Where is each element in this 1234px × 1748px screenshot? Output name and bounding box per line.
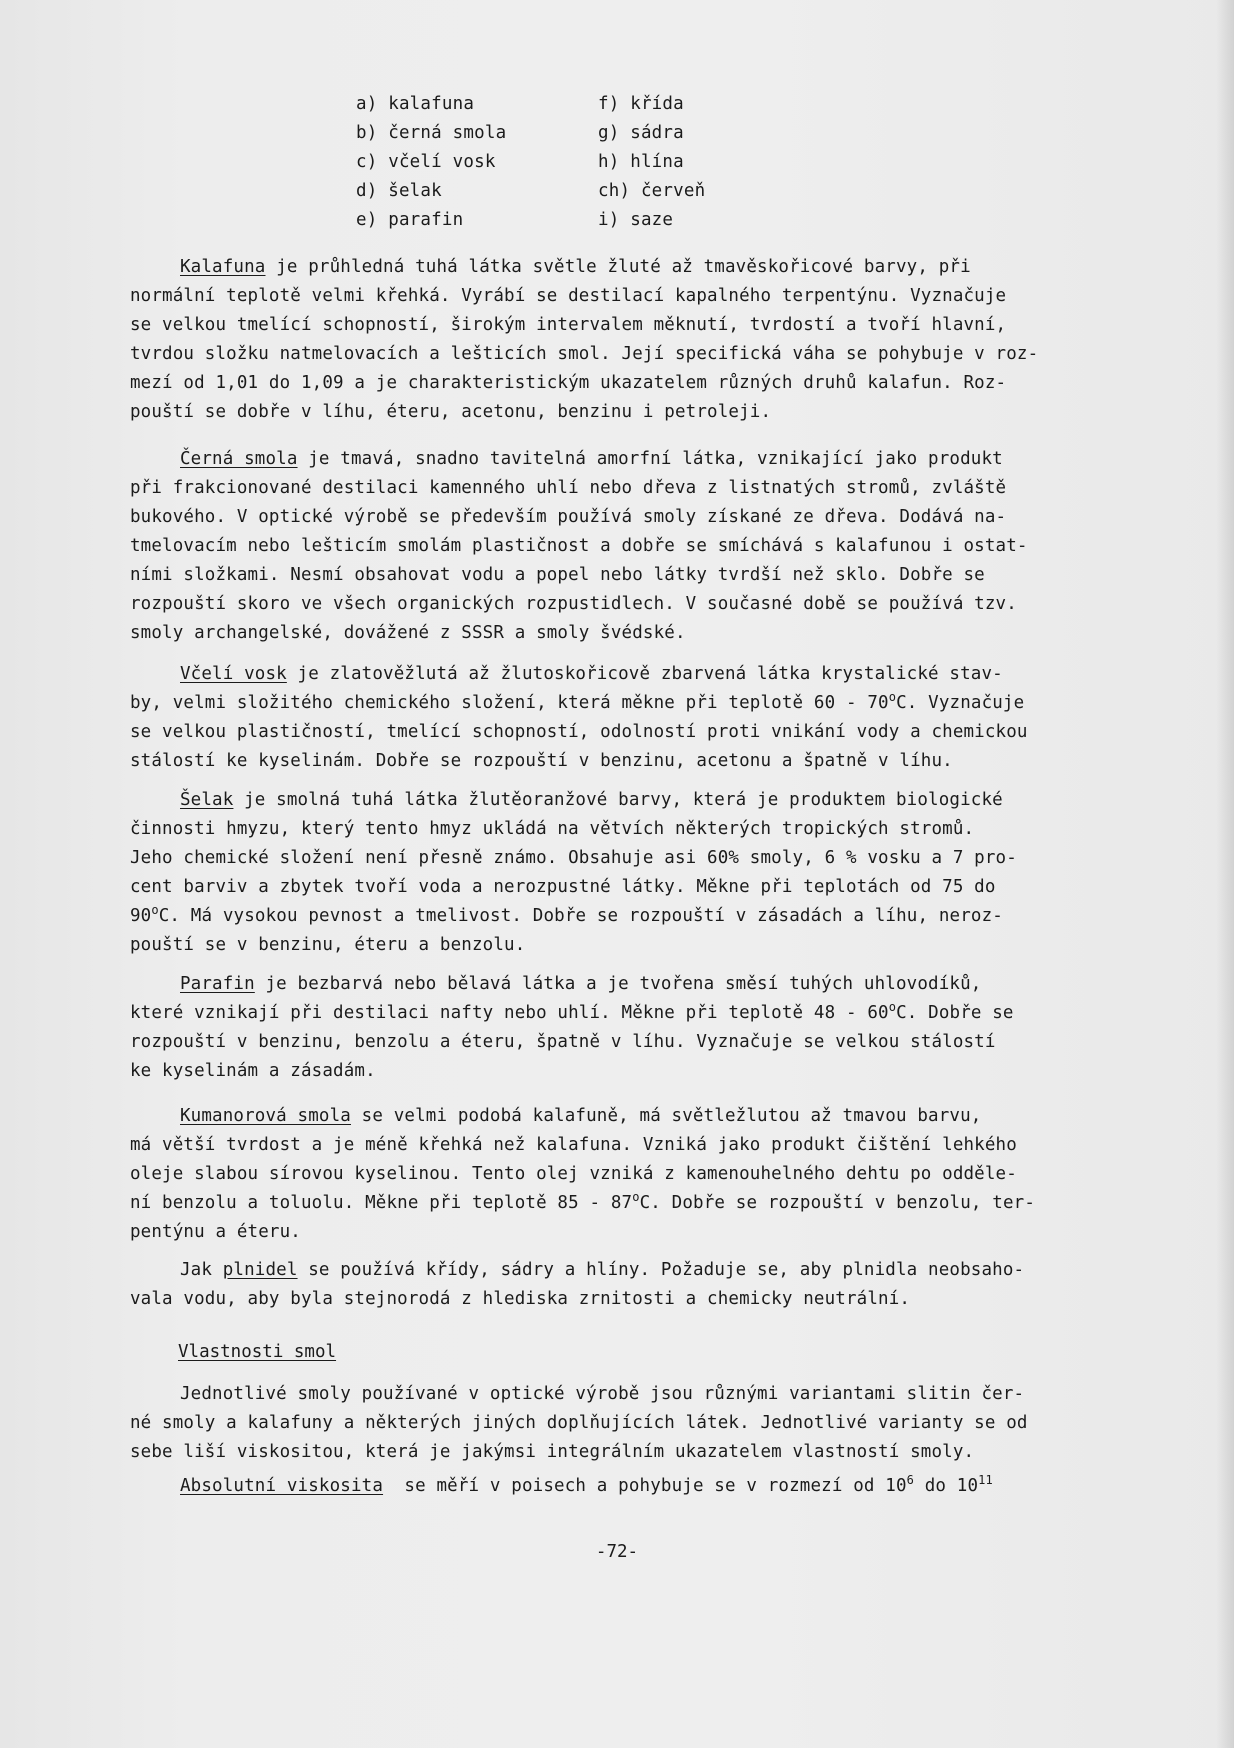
term-kumanorova-smola: Kumanorová smola xyxy=(180,1106,351,1126)
paragraph-vceli-vosk xyxy=(130,660,1090,776)
text-line: pouští se v benzinu, éteru a benzolu. xyxy=(130,935,526,955)
text-line: ke kyselinám a zásadám. xyxy=(130,1061,376,1081)
text-line: cent barviv a zbytek tvoří voda a nerozpustné látky. Měkne při teplotách od 75 do xyxy=(130,877,996,897)
term-parafin: Parafin xyxy=(180,974,255,994)
list-item: h) hlína xyxy=(598,152,684,172)
text-fragment: C. Dobře se xyxy=(896,1003,1014,1023)
text-line: se používá křídy, sádry a hlíny. Požaduje se, aby plnidla neobsaho- xyxy=(308,1260,1025,1280)
text-line: je tmavá, snadno tavitelná amorfní látka, vznikající jako produkt xyxy=(308,449,1003,469)
text-line: sebe liší viskositou, která je jakýmsi integrálním ukazatelem vlastností smoly. xyxy=(130,1442,975,1462)
superscript: o xyxy=(888,1000,897,1014)
text-line: ními složkami. Nesmí obsahovat vodu a popel nebo látky tvrdší než sklo. Dobře se xyxy=(130,565,985,585)
superscript: 11 xyxy=(978,1473,993,1487)
text-line: se velmi podobá kalafuně, má světležlutou až tmavou barvu, xyxy=(361,1106,982,1126)
term-cerna-smola: Černá smola xyxy=(180,449,298,469)
text-line: tmelovacím nebo lešticím smolám plastičnost a dobře se smíchává s kalafunou i ostat- xyxy=(130,536,1028,556)
text-line: normální teplotě velmi křehká. Vyrábí se destilací kapalného terpentýnu. Vyznačuje xyxy=(130,286,1007,306)
superscript: 6 xyxy=(906,1473,915,1487)
list-item: d) šelak xyxy=(356,181,442,201)
text-fragment: C. Dobře se rozpouští v benzolu, ter- xyxy=(639,1193,1036,1213)
text-line: je bezbarvá nebo bělavá látka a je tvořena směsí tuhých uhlovodíků, xyxy=(265,974,982,994)
text-line: je zlatověžlutá až žlutoskořicově zbarvená látka krystalické stav- xyxy=(297,664,1003,684)
text-fragment: C. Vyznačuje xyxy=(896,693,1025,713)
list-item: f) křída xyxy=(598,94,684,114)
text-line xyxy=(130,999,1090,1028)
text-fragment: Jak xyxy=(180,1260,213,1280)
paragraph-absolutni-viskosita xyxy=(130,1472,1090,1501)
text-line: je průhledná tuhá látka světle žluté až tmavěskořicové barvy, při xyxy=(276,257,971,277)
text-line: při frakcionované destilaci kamenného uhlí nebo dřeva z listnatých stromů, zvláště xyxy=(130,478,1007,498)
text-line: Jeho chemické složení není přesně známo. Obsahuje asi 60% smoly, 6 % vosku a 7 pro- xyxy=(130,848,1017,868)
term-kalafuna: Kalafuna xyxy=(180,257,266,277)
list-item: g) sádra xyxy=(598,123,684,143)
superscript: o xyxy=(632,1190,640,1204)
text-line xyxy=(130,689,1090,718)
material-list-left xyxy=(356,90,506,235)
paragraph-parafin xyxy=(130,970,1090,1086)
list-item: ch) červeň xyxy=(598,181,706,201)
text-line xyxy=(130,902,1090,931)
paragraph-cerna-smola xyxy=(130,445,1090,648)
paragraph-selak xyxy=(130,786,1090,960)
text-line: rozpouští skoro ve všech organických rozpustidlech. V současné době se používá tzv. xyxy=(130,594,1017,614)
list-item: c) včelí vosk xyxy=(356,152,496,172)
text-line: vala vodu, aby byla stejnorodá z hlediska zrnitosti a chemicky neutrální. xyxy=(130,1289,911,1309)
term-plnidel: plnidel xyxy=(222,1260,298,1280)
text-line: Jednotlivé smoly používané v optické výrobě jsou různými variantami slitin čer- xyxy=(180,1384,1025,1404)
text-line: činnosti hmyzu, který tento hmyz ukládá na větvích některých tropických stromů. xyxy=(130,819,975,839)
text-line: smoly archangelské, dovážené z SSSR a smoly švédské. xyxy=(130,623,686,643)
text-line: má větší tvrdost a je méně křehká než kalafuna. Vzniká jako produkt čištění lehkého xyxy=(130,1135,1017,1155)
page-number: -72- xyxy=(595,1542,639,1562)
list-item: e) parafin xyxy=(356,210,464,230)
text-fragment: se měří v poisech a pohybuje se v rozmezí od 10 xyxy=(404,1476,907,1496)
superscript: o xyxy=(888,690,897,704)
text-line: pentýnu a éteru. xyxy=(130,1222,301,1242)
material-list-right xyxy=(598,90,705,235)
text-line: rozpouští v benzinu, benzolu a éteru, špatně v líhu. Vyznačuje se velkou stálostí xyxy=(130,1032,996,1052)
term-absolutni-viskosita: Absolutní viskosita xyxy=(180,1476,384,1496)
text-fragment: by, velmi složitého chemického složení, která měkne při teplotě 60 - 70 xyxy=(130,693,889,713)
text-line: mezí od 1,01 do 1,09 a je charakteristickým ukazatelem různých druhů kalafun. Roz- xyxy=(130,373,1007,393)
text-fragment: ní benzolu a toluolu. Měkne při teplotě 85 - 87 xyxy=(130,1193,633,1213)
text-line: se velkou plastičností, tmelící schopností, odolností proti vnikání vody a chemickou xyxy=(130,722,1028,742)
text-line: se velkou tmelící schopností, širokým intervalem měknutí, tvrdostí a tvoří hlavní, xyxy=(130,315,1007,335)
term-selak: Šelak xyxy=(180,790,234,810)
text-line: né smoly a kalafuny a některých jiných doplňujících látek. Jednotlivé varianty se od xyxy=(130,1413,1028,1433)
text-fragment: 90 xyxy=(130,906,152,926)
paragraph-vlastnosti xyxy=(130,1380,1090,1467)
paragraph-plnidla xyxy=(130,1256,1090,1314)
text-line: stálostí ke kyselinám. Dobře se rozpouští v benzinu, acetonu a špatně v líhu. xyxy=(130,751,953,771)
text-line: tvrdou složku natmelovacích a lešticích smol. Její specifická váha se pohybuje v roz- xyxy=(130,344,1039,364)
text-line: oleje slabou sírovou kyselinou. Tento olej vzniká z kamenouhelného dehtu po odděle- xyxy=(130,1164,1017,1184)
text-line xyxy=(130,1189,1090,1218)
list-item: b) černá smola xyxy=(356,123,507,143)
text-fragment: C. Má vysokou pevnost a tmelivost. Dobře se rozpouští v zásadách a líhu, neroz- xyxy=(158,906,1003,926)
superscript: o xyxy=(151,903,159,917)
text-line: je smolná tuhá látka žlutěoranžové barvy, která je produktem biologické xyxy=(244,790,1003,810)
list-item: i) saze xyxy=(598,210,674,230)
text-fragment: do 10 xyxy=(914,1476,979,1496)
section-heading: Vlastnosti smol xyxy=(178,1342,337,1362)
paragraph-kalafuna xyxy=(130,253,1090,427)
text-line: bukového. V optické výrobě se především používá smoly získané ze dřeva. Dodává na- xyxy=(130,507,1007,527)
list-item: a) kalafuna xyxy=(356,94,475,114)
paragraph-kumanorova-smola xyxy=(130,1102,1090,1247)
text-line: pouští se dobře v líhu, éteru, acetonu, benzinu i petroleji. xyxy=(130,402,772,422)
term-vceli-vosk: Včelí vosk xyxy=(180,664,287,684)
text-fragment: které vznikají při destilaci nafty nebo uhlí. Měkne při teplotě 48 - 60 xyxy=(130,1003,889,1023)
